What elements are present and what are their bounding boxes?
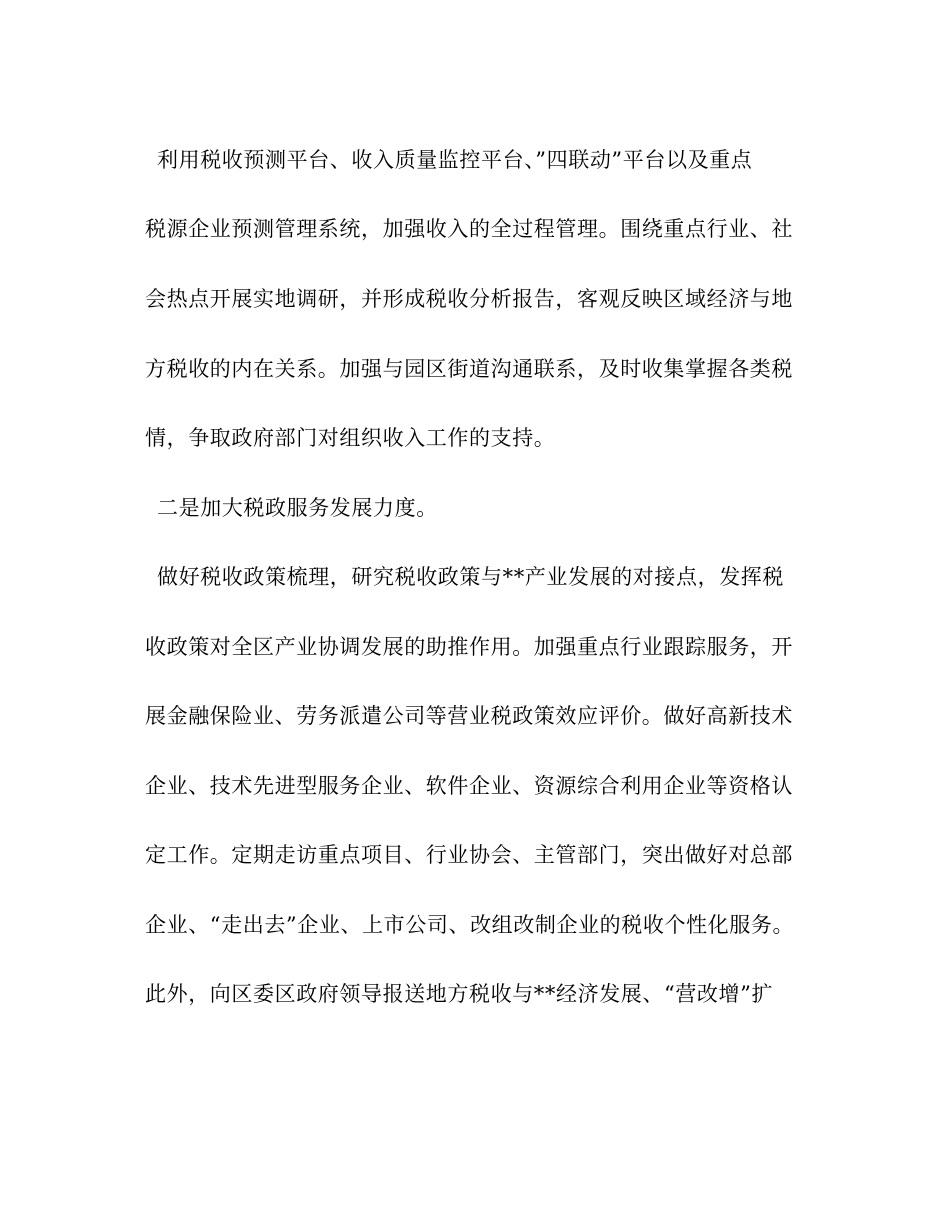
paragraph-3-line-7: 此外，向区委区政府领导报送地方税收与**经济发展、“营改增”扩 [145, 982, 774, 1006]
paragraph-1-line-3: 会热点开展实地调研，并形成税收分析报告，客观反映区域经济与地 [145, 287, 793, 311]
paragraph-1-line-5: 情，争取政府部门对组织收入工作的支持。 [145, 426, 556, 450]
paragraph-3-line-1: 做好税收政策梳理，研究税收政策与**产业发展的对接点，发挥税 [157, 565, 784, 589]
paragraph-3-line-5: 定工作。定期走访重点项目、行业协会、主管部门，突出做好对总部 [145, 843, 793, 867]
paragraph-3-line-6: 企业、“走出去”企业、上市公司、改组改制企业的税收个性化服务。 [145, 913, 795, 937]
paragraph-1-line-1: 利用税收预测平台、收入质量监控平台、”四联动”平台以及重点 [157, 148, 753, 172]
paragraph-1-line-2: 税源企业预测管理系统，加强收入的全过程管理。围绕重点行业、社 [145, 217, 793, 241]
paragraph-3-line-4: 企业、技术先进型服务企业、软件企业、资源综合利用企业等资格认 [145, 774, 793, 798]
paragraph-3-line-3: 展金融保险业、劳务派遣公司等营业税政策效应评价。做好高新技术 [145, 704, 793, 728]
paragraph-2-line-1: 二是加大税政服务发展力度。 [157, 496, 438, 520]
paragraph-1-line-4: 方税收的内在关系。加强与园区街道沟通联系，及时收集掌握各类税 [145, 357, 793, 381]
paragraph-3-line-2: 收政策对全区产业协调发展的助推作用。加强重点行业跟踪服务，开 [145, 635, 793, 659]
